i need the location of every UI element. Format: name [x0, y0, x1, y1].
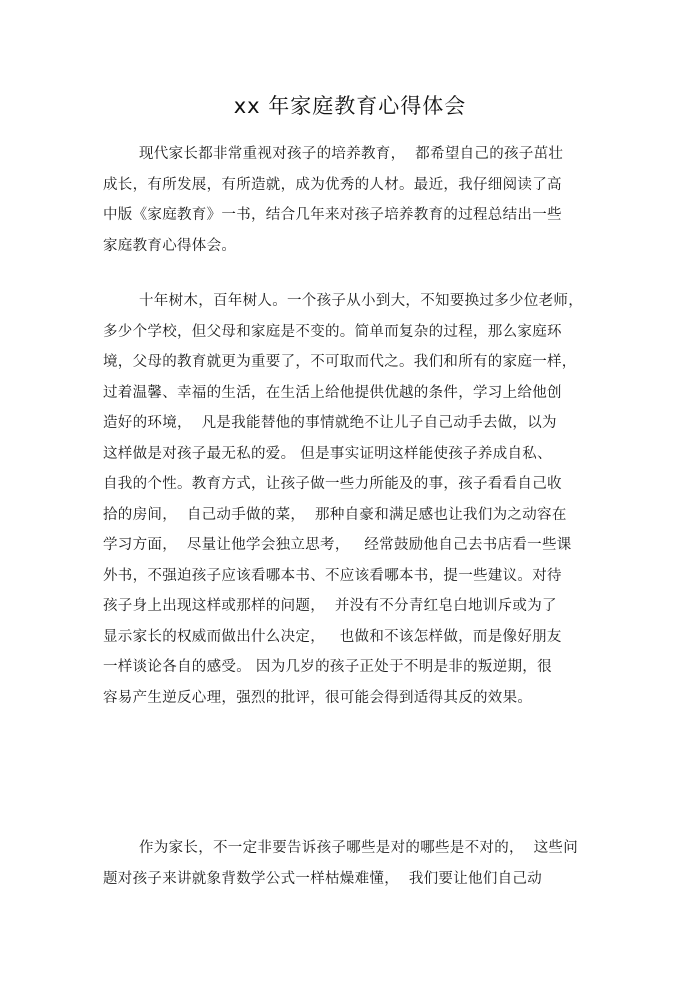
paragraph-line: 学习方面， 尽量让他学会独立思考， 经常鼓励他自己去书店看一些课	[103, 537, 572, 553]
paragraph-line: 作为家长，不一定非要告诉孩子哪些是对的哪些是不对的， 这些问	[139, 840, 579, 856]
paragraph-line: 孩子身上出现这样或那样的问题， 并没有不分青红皂白地训斥或为了	[103, 598, 557, 614]
paragraph-line: 拾的房间， 自己动手做的菜， 那种自豪和满足感也让我们为之动容在	[103, 506, 567, 523]
paragraph-line: 造好的环境， 凡是我能替他的事情就绝不让儿子自己动手去做，以为	[103, 415, 557, 431]
paragraph-line: 外书，不强迫孩子应该看哪本书、不应该看哪本书，提一些建议。对待	[103, 567, 562, 584]
paragraph-1	[103, 139, 603, 261]
paragraph-2	[103, 286, 603, 713]
paragraph-line: 家庭教育心得体会。	[103, 237, 237, 254]
paragraph-line: 自我的个性。教育方式，让孩子做一些力所能及的事，孩子看看自己收	[103, 476, 562, 492]
paragraph-line: 中版《家庭教育》一书，结合几年来对孩子培养教育的过程总结出一些	[103, 207, 562, 223]
document-title: xx 年家庭教育心得体会	[233, 94, 467, 118]
paragraph-line: 一样谈论各自的感受。 因为几岁的孩子正处于不明是非的叛逆期，很	[103, 659, 552, 675]
paragraph-line: 题对孩子来讲就象背数学公式一样枯燥难懂， 我们要让他们自己动	[103, 870, 543, 887]
paragraph-line: 现代家长都非常重视对孩子的培养教育， 都希望自己的孩子茁壮	[139, 146, 564, 162]
paragraph-line: 这样做是对孩子最无私的爱。 但是事实证明这样能使孩子养成自私、	[103, 445, 552, 462]
paragraph-line: 多少个学校，但父母和家庭是不变的。简单而复杂的过程，那么家庭环	[103, 323, 562, 340]
paragraph-3	[103, 833, 603, 894]
paragraph-line: 显示家长的权威而做出什么决定， 也做和不该怎样做，而是像好朋友	[103, 628, 562, 645]
paragraph-line: 容易产生逆反心理，强烈的批评，很可能会得到适得其反的效果。	[103, 689, 533, 706]
paragraph-line: 境，父母的教育就更为重要了，不可取而代之。我们和所有的家庭一样，	[103, 354, 577, 370]
paragraph-line: 过着温馨、幸福的生活，在生活上给他提供优越的条件，学习上给他创	[103, 384, 562, 401]
paragraph-line: 成长，有所发展，有所造就，成为优秀的人材。最近，我仔细阅读了高	[103, 176, 562, 193]
paragraph-line: 十年树木，百年树人。一个孩子从小到大，不知要换过多少位老师，	[139, 293, 583, 309]
